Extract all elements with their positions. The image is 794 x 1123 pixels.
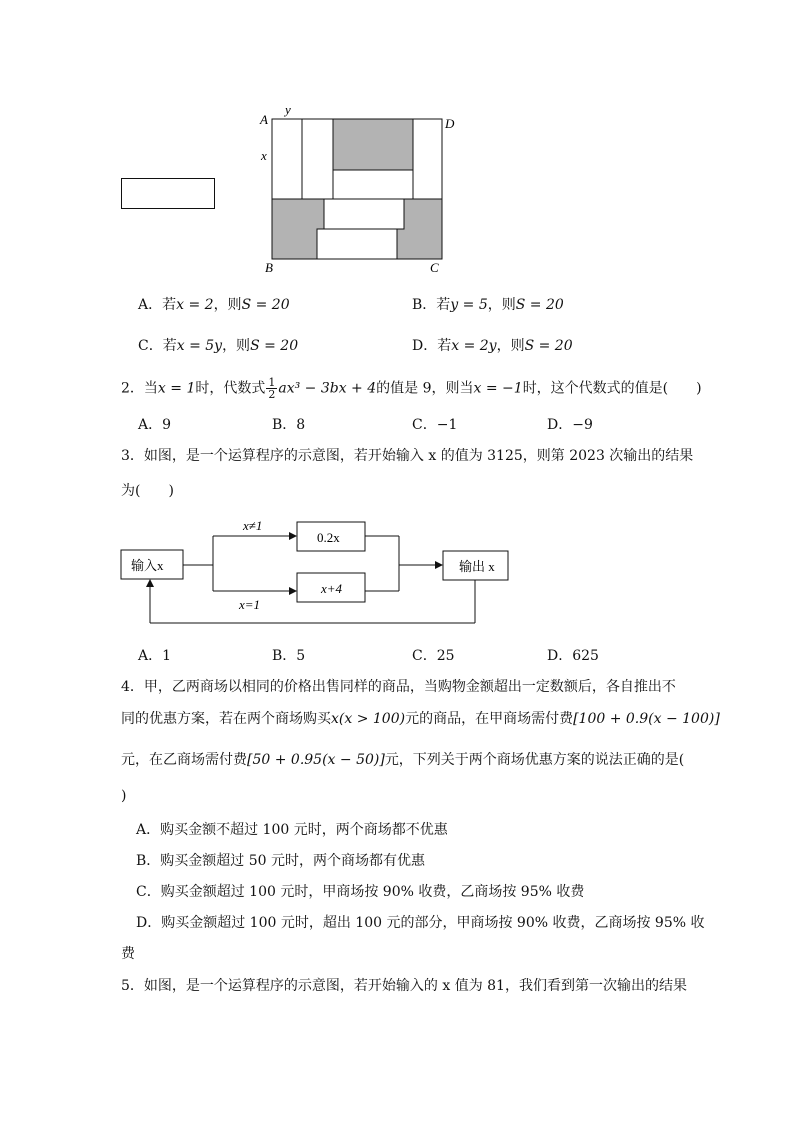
small-rectangle [121, 178, 215, 209]
q1-option-c: C．若x = 5y，则S = 20 [138, 338, 299, 354]
q3-option-c: C．25 [412, 648, 455, 664]
q5-stem-line1: 5．如图，是一个运算程序的示意图，若开始输入的 x 值为 81，我们看到第一次输出的结果 [121, 978, 687, 994]
q2-option-d: D．−9 [547, 417, 593, 433]
box-bottom-label: x+4 [321, 581, 343, 596]
q4-stem-line1: 4．甲，乙两商场以相同的价格出售同样的商品，当购物金额超出一定数额后，各自推出不 [121, 679, 676, 695]
q2-option-a: A．9 [138, 417, 172, 433]
white-rect-1 [324, 199, 404, 229]
label-C: C [430, 260, 439, 275]
q4-option-d: D．购买金额超过 100 元时，超出 100 元的部分，甲商场按 90% 收费，乙商场按 95% 收 [136, 915, 705, 931]
label-x: x [261, 148, 267, 163]
q2-stem: 2．当x = 1时，代数式 $\frac{1}{2}$ ax³ − 3bx + 4的值是 9，则当x = −1时，这个代数式的值是( ) [121, 376, 702, 401]
q4-option-a: A．购买金额不超过 100 元时，两个商场都不优惠 [136, 822, 448, 838]
q3-option-d: D．625 [547, 648, 599, 664]
q1-option-a: A．若x = 2，则S = 20 [138, 297, 290, 313]
label-A: A [260, 112, 268, 127]
q3-option-b: B．5 [272, 648, 306, 664]
q1-option-d: D．若x = 2y，则S = 20 [412, 338, 573, 354]
white-rect-2 [317, 229, 397, 259]
label-D: D [445, 116, 455, 131]
box-top-label: 0.2x [317, 530, 340, 545]
cond-top: x≠1 [243, 518, 263, 533]
shaded-bottom-left [272, 199, 324, 259]
q4-stem-line3: 元，在乙商场需付费[50 + 0.95(x − 50)]元，下列关于两个商场优惠方案的说法正确的是( [121, 752, 685, 768]
cond-bottom: x=1 [239, 597, 261, 612]
q2-option-c: C．−1 [412, 417, 458, 433]
shaded-top [333, 119, 413, 170]
label-B: B [265, 260, 273, 275]
input-label: 输入x [131, 558, 164, 573]
tiling-figure [255, 102, 465, 278]
fraction: $\frac{1}{2}$ [268, 376, 276, 401]
q4-stem-line2: 同的优惠方案，若在两个商场购买x(x > 100)元的商品，在甲商场需付费[100 + 0.9(x − 100)] [121, 711, 720, 727]
q4-stem-line4: ) [121, 788, 127, 804]
q4-option-c: C．购买金额超过 100 元时，甲商场按 90% 收费，乙商场按 95% 收费 [136, 884, 585, 900]
q4-option-b: B．购买金额超过 50 元时，两个商场都有优惠 [136, 853, 426, 869]
q3-stem-line2: 为( ) [121, 483, 174, 499]
flowchart [115, 510, 525, 630]
label-y: y [285, 102, 291, 117]
output-label: 输出 x [459, 559, 495, 574]
q4-option-d-cont: 费 [121, 946, 135, 962]
q3-option-a: A．1 [138, 648, 172, 664]
q3-stem-line1: 3．如图，是一个运算程序的示意图，若开始输入 x 的值为 3125，则第 2023 次输出的结果 [121, 448, 694, 464]
q1-option-b: B．若y = 5，则S = 20 [412, 297, 564, 313]
q2-option-b: B．8 [272, 417, 306, 433]
